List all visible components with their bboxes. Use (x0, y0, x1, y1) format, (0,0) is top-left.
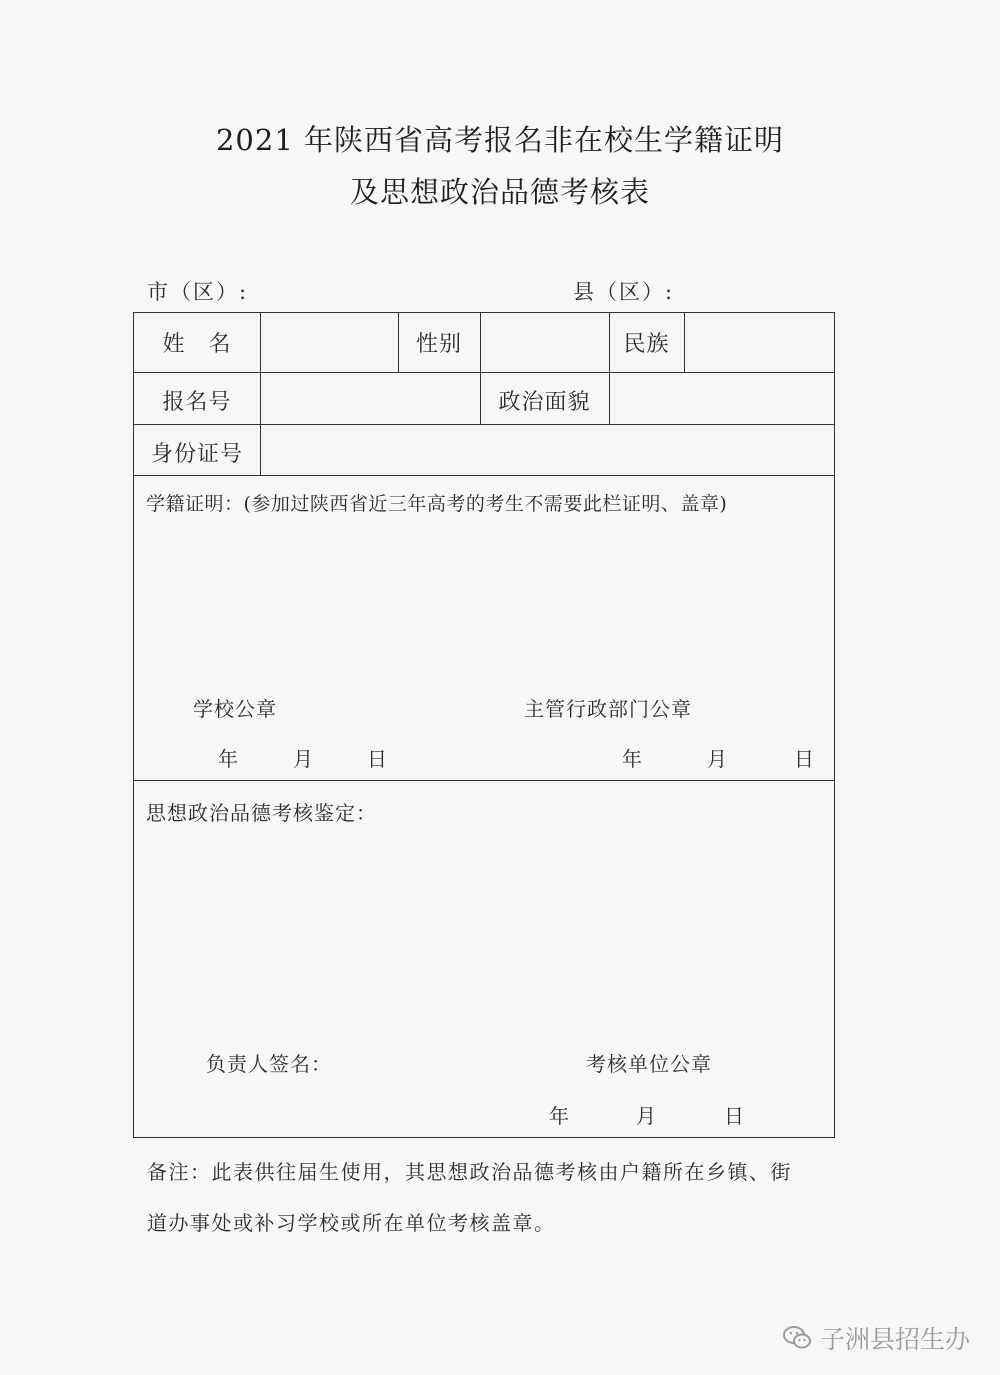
gender-label: 性别 (415, 332, 462, 357)
date-month: 月 (707, 747, 727, 771)
assessment-unit-seal-label: 考核单位公章 (586, 1052, 712, 1076)
ethnicity-label: 民族 (623, 332, 670, 357)
registration-number-label: 报名号 (162, 390, 232, 415)
date-day: 日 (794, 747, 814, 771)
name-label: 姓 名 (162, 332, 232, 357)
watermark (782, 1318, 970, 1358)
date-month: 月 (636, 1104, 656, 1128)
note-line1: 备注：此表供往届生使用，其思想政治品德考核由户籍所在乡镇、街 (147, 1160, 792, 1184)
document-title-line1: 2021 年陕西省高考报名非在校生学籍证明 (215, 123, 785, 157)
form-table (133, 312, 835, 1138)
date-day: 日 (367, 747, 387, 771)
admin-dept-seal-label: 主管行政部门公章 (524, 697, 692, 721)
date-year: 年 (549, 1104, 569, 1128)
document-title-line2: 及思想政治品德考核表 (349, 175, 650, 209)
id-number-label: 身份证号 (150, 442, 243, 467)
school-seal-label: 学校公章 (193, 697, 277, 721)
row-divider (134, 372, 834, 373)
row-divider (134, 424, 834, 425)
date-month: 月 (293, 747, 313, 771)
watermark-text: 子洲县招生办 (820, 1325, 971, 1354)
date-day: 日 (724, 1104, 744, 1128)
enrollment-proof-label: 学籍证明：(参加过陕西省近三年高考的考生不需要此栏证明、盖章) (146, 493, 728, 515)
signature-label: 负责人签名： (206, 1052, 332, 1076)
date-year: 年 (218, 747, 238, 771)
political-status-label: 政治面貌 (498, 390, 591, 415)
city-label: 市（区）: (147, 280, 249, 304)
county-label: 县（区）: (573, 280, 675, 304)
row-divider (134, 780, 834, 781)
column-divider (684, 313, 685, 372)
assessment-label: 思想政治品德考核鉴定： (146, 801, 377, 825)
note-line2: 道办事处或补习学校或所在单位考核盖章。 (147, 1211, 556, 1235)
date-year: 年 (622, 747, 642, 771)
column-divider (260, 313, 261, 475)
wechat-icon (782, 1324, 812, 1352)
row-divider (134, 475, 834, 476)
